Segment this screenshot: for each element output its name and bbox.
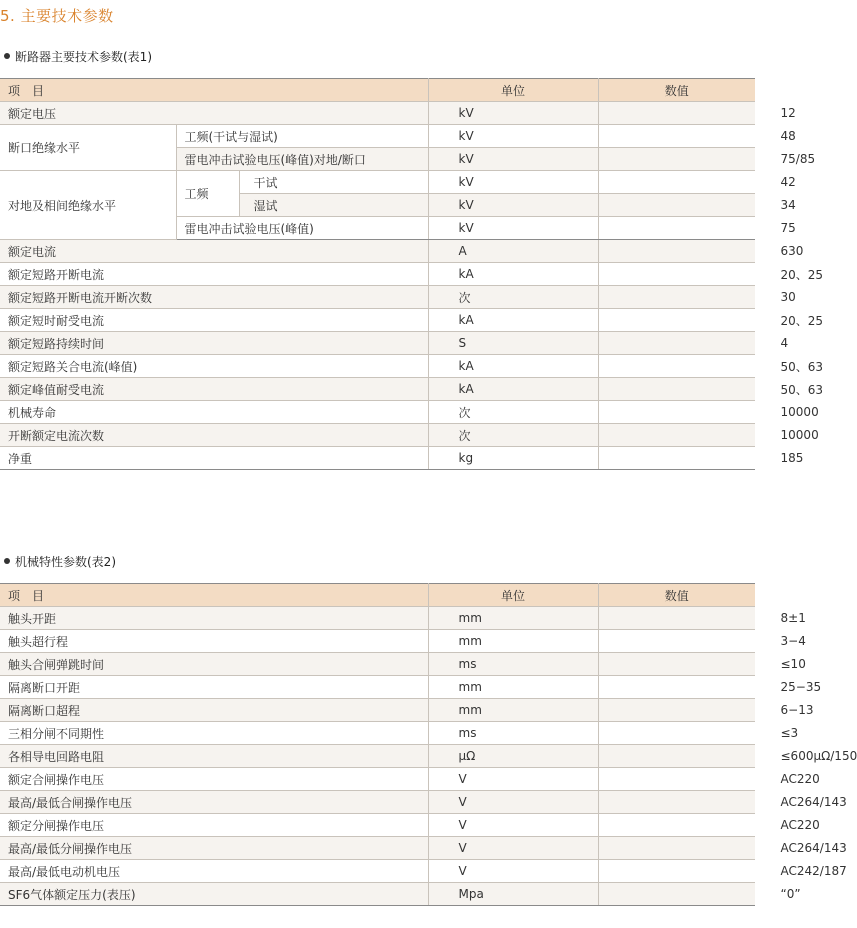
power-freq-label: 工频 — [176, 171, 239, 217]
row-value: 20、25 — [598, 263, 755, 286]
row-unit: kA — [428, 378, 598, 401]
row-unit: mm — [428, 607, 598, 630]
header-item: 项 目 — [0, 79, 428, 102]
row-value: “0” — [598, 883, 755, 906]
row-value: 25−35 — [598, 676, 755, 699]
row-value: 50、63 — [598, 355, 755, 378]
table-row — [0, 263, 755, 286]
row-unit: ms — [428, 653, 598, 676]
row-value: AC264/143 — [598, 791, 755, 814]
table-row — [0, 332, 755, 355]
table-row: 断口绝缘水平 工频(干试与湿试) kV 48 — [0, 125, 755, 148]
row-unit: 次 — [428, 286, 598, 309]
mechanical-parameters-table — [0, 583, 857, 906]
row-unit: kg — [428, 447, 598, 470]
row-value: ≤10 — [598, 653, 755, 676]
phase-insulation-label: 对地及相间绝缘水平 — [0, 171, 176, 240]
table1-title-text: 断路器主要技术参数(表1) — [15, 50, 152, 64]
table-row — [0, 676, 755, 699]
table-row — [0, 722, 755, 745]
row-label: SF6气体额定压力(表压) — [0, 883, 428, 906]
row-value: 50、63 — [598, 378, 755, 401]
header-value: 数值 — [598, 584, 755, 607]
row-value: 6−13 — [598, 699, 755, 722]
row-unit: μΩ — [428, 745, 598, 768]
row-unit: kA — [428, 355, 598, 378]
row-value: 20、25 — [598, 309, 755, 332]
row-value: 3−4 — [598, 630, 755, 653]
table-row — [0, 860, 755, 883]
row-unit: mm — [428, 676, 598, 699]
row-unit: V — [428, 860, 598, 883]
row-label: 额定合闸操作电压 — [0, 768, 428, 791]
table-row: 对地及相间绝缘水平 工频 干试 kV 42 — [0, 171, 755, 194]
row-label: 额定电流 — [0, 240, 428, 263]
row-value: 8±1 — [598, 607, 755, 630]
table-row — [0, 837, 755, 860]
row-label: 额定短路开断电流 — [0, 263, 428, 286]
table-row — [0, 745, 755, 768]
row-value: ≤600μΩ/150 — [598, 745, 755, 768]
section-title: 5. 主要技术参数 — [0, 7, 114, 25]
row-value: AC220 — [598, 768, 755, 791]
table2-title — [4, 553, 116, 570]
row-unit: V — [428, 791, 598, 814]
row-value: ≤3 — [598, 722, 755, 745]
table-row — [0, 309, 755, 332]
table-row — [0, 240, 755, 263]
table-row — [0, 630, 755, 653]
row-value: 10000 — [598, 401, 755, 424]
row-label: 机械寿命 — [0, 401, 428, 424]
header-value: 数值 — [598, 79, 755, 102]
table-row — [0, 607, 755, 630]
row-unit: V — [428, 814, 598, 837]
table1-title — [4, 48, 152, 65]
row-label: 额定短时耐受电流 — [0, 309, 428, 332]
row-unit: S — [428, 332, 598, 355]
row-label: 最高/最低分闸操作电压 — [0, 837, 428, 860]
row-label: 隔离断口超程 — [0, 699, 428, 722]
table2-title-text: 机械特性参数(表2) — [15, 555, 116, 569]
row-unit: kA — [428, 309, 598, 332]
header-item: 项 目 — [0, 584, 428, 607]
row-label: 隔离断口开距 — [0, 676, 428, 699]
table-row — [0, 286, 755, 309]
row-unit: A — [428, 240, 598, 263]
table-row: 额定电压 kV 12 — [0, 102, 755, 125]
row-unit: V — [428, 768, 598, 791]
header-unit: 单位 — [428, 79, 598, 102]
table-row — [0, 378, 755, 401]
break-insulation-label: 断口绝缘水平 — [0, 125, 176, 171]
table-row — [0, 791, 755, 814]
row-label: 额定短路关合电流(峰值) — [0, 355, 428, 378]
table-row — [0, 699, 755, 722]
row-label: 额定短路持续时间 — [0, 332, 428, 355]
row-label: 开断额定电流次数 — [0, 424, 428, 447]
row-unit: mm — [428, 630, 598, 653]
row-unit: mm — [428, 699, 598, 722]
row-label: 各相导电回路电阻 — [0, 745, 428, 768]
row-value: 10000 — [598, 424, 755, 447]
row-value: AC264/143 — [598, 837, 755, 860]
row-label: 触头开距 — [0, 607, 428, 630]
table-row — [0, 424, 755, 447]
row-unit: kA — [428, 263, 598, 286]
header-unit: 单位 — [428, 584, 598, 607]
table-row — [0, 447, 755, 470]
table-row — [0, 653, 755, 676]
table-row — [0, 355, 755, 378]
table-row: 雷电冲击试验电压(峰值) kV 75 — [0, 217, 755, 240]
row-unit: V — [428, 837, 598, 860]
row-label: 最高/最低电动机电压 — [0, 860, 428, 883]
row-label: 最高/最低合闸操作电压 — [0, 791, 428, 814]
row-value: 30 — [598, 286, 755, 309]
row-value: AC220 — [598, 814, 755, 837]
row-label: 净重 — [0, 447, 428, 470]
bullet-icon — [4, 558, 10, 564]
table-row — [0, 401, 755, 424]
breaker-parameters-table — [0, 78, 824, 470]
row-unit: 次 — [428, 401, 598, 424]
row-value: 630 — [598, 240, 755, 263]
row-label: 额定短路开断电流开断次数 — [0, 286, 428, 309]
row-label: 三相分闸不同期性 — [0, 722, 428, 745]
row-unit: 次 — [428, 424, 598, 447]
row-label: 触头合闸弹跳时间 — [0, 653, 428, 676]
row-label: 额定分闸操作电压 — [0, 814, 428, 837]
table-row: 湿试 kV 34 — [0, 194, 755, 217]
table-row — [0, 814, 755, 837]
row-unit: Mpa — [428, 883, 598, 906]
row-value: 185 — [598, 447, 755, 470]
table-row: 雷电冲击试验电压(峰值)对地/断口 kV 75/85 — [0, 148, 755, 171]
table-row — [0, 883, 755, 906]
row-label: 额定峰值耐受电流 — [0, 378, 428, 401]
table-row — [0, 768, 755, 791]
row-value: 4 — [598, 332, 755, 355]
bullet-icon — [4, 53, 10, 59]
row-unit: ms — [428, 722, 598, 745]
row-value: AC242/187 — [598, 860, 755, 883]
row-label: 触头超行程 — [0, 630, 428, 653]
